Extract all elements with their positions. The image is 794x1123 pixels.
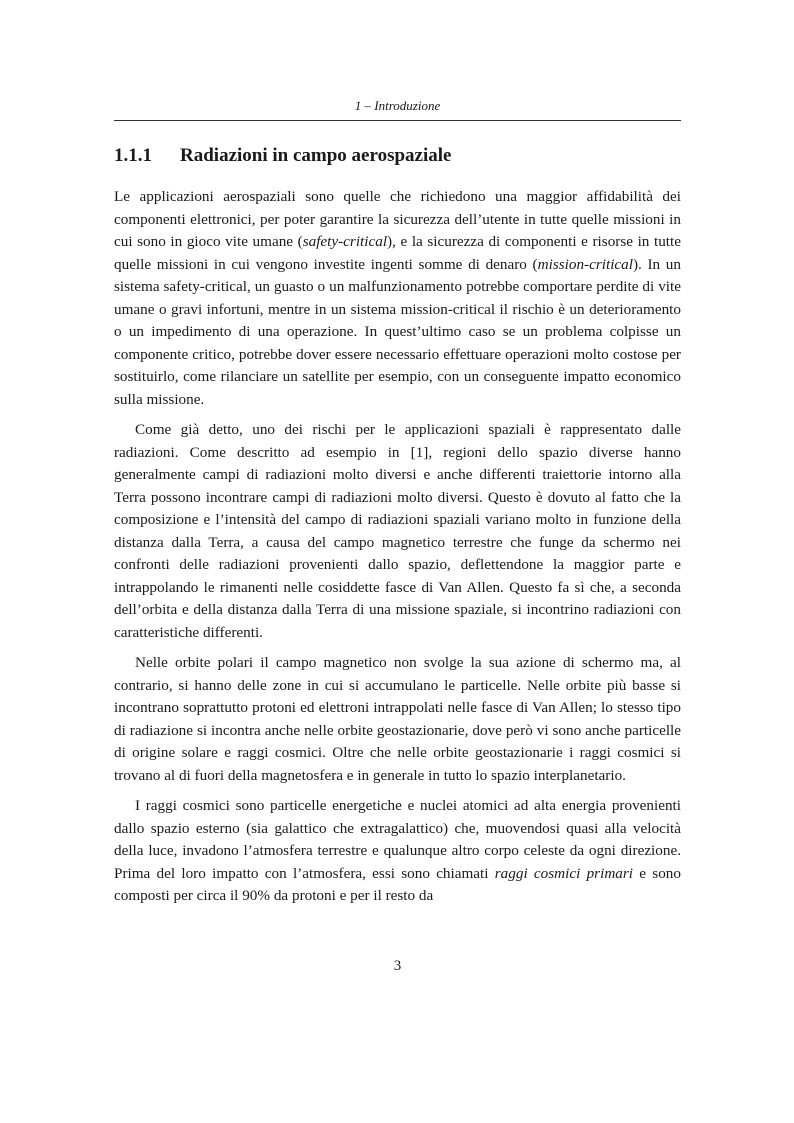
paragraph-1-text-b: ), e la sicurezza di componenti e risorse in tutte quelle missioni in cui vengono investite ingenti somme di denaro ( [114,233,681,273]
header-rule [114,120,681,121]
paragraph-1-text-c: ). In un sistema safety-critical, un guasto o un malfunzionamento potrebbe comportare perdite di vite umane o gravi infortuni, mentre in un sistema mission-critical il rischio è un deterioramento o un impedimento di una operazione. In quest’ultimo caso se un problema colpisse un componente critico, potrebbe dover essere necessario effettuare operazioni molto costose per sostituirlo, come rilanciare un satellite per esempio, con un conseguente impatto economico sulla missione. [114,255,681,408]
paragraph-1 [114,186,681,411]
paragraph-4-text-b: e sono composti per circa il 90% da protoni e per il resto da [114,864,681,904]
primary-cosmic-rays-term: raggi cosmici primari [494,864,634,882]
mission-critical-term: mission-critical [537,255,633,273]
page-number: 3 [393,958,402,974]
safety-critical-term: safety-critical [302,233,388,250]
paragraph-2: Come già detto, uno dei rischi per le applicazioni spaziali è rappresentato dalle radiazioni. Come descritto ad esempio in [1], regioni dello spazio diverse hanno generalmente campi di radiazioni molto diversi e anche differenti traiettorie intorno alla Terra possono incontrare campi di radiazioni molto diversi. Questo è dovuto al fatto che la composizione e l’intensità del campo di radiazioni spaziali variano molto in funzione della distanza dalla Terra, a causa del campo magnetico terrestre che funge da schermo nei confronti delle radiazioni provenienti dallo spazio, deflettendone la maggior parte e intrappolando le rimanenti nelle cosiddette fasce di Van Allen. Questo fa sì che, a seconda dell’orbita e della distanza dalla Terra di una missione spaziale, si incontrino radiazioni con caratteristiche differenti. [114,421,681,641]
paragraph-3: Nelle orbite polari il campo magnetico non svolge la sua azione di schermo ma, al contrario, si hanno delle zone in cui si accumulano le particelle. Nelle orbite più basse si incontrano soprattutto protoni ed elettroni intrappolati nelle fasce di Van Allen; lo stesso tipo di radiazione si incontra anche nelle orbite geostazionarie, dove però vi sono anche particelle di origine solare e raggi cosmici. Oltre che nelle orbite geostazionarie i raggi cosmici si trovano al di fuori della magnetosfera e in generale in tutto lo spazio interplanetario. [114,654,681,784]
body-text [114,186,681,916]
paragraph-4-text-a: I raggi cosmici sono particelle energetiche e nuclei atomici ad alta energia provenienti dallo spazio esterno (sia galattico che extragalattico) che, muovendosi quasi alla velocità della luce, invadono l’atmosfera terrestre e qualunque altro corpo celeste da ogni direzione. Prima del loro impatto con l’atmosfera, essi sono chiamati [114,797,681,882]
paragraph-4 [114,795,681,908]
section-number: 1.1.1 [114,145,152,166]
section-title: Radiazioni in campo aerospaziale [180,145,452,166]
running-header: 1 – Introduzione [354,98,441,113]
paragraph-1-text-a: Le applicazioni aerospaziali sono quelle che richiedono una maggior affidabilità dei componenti elettronici, per poter garantire la sicurezza dell’utente in tutte quelle missioni in cui sono in gioco vite umane ( [114,188,681,250]
section-heading [114,144,681,168]
